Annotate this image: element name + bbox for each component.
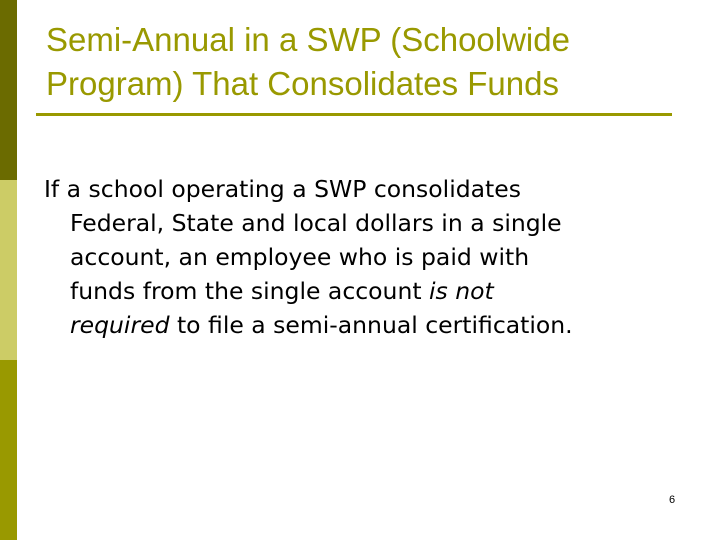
slide-body — [44, 172, 704, 342]
body-line-5-text: to file a semi-annual certification. — [169, 311, 573, 339]
body-line-1: If a school operating a SWP consolidates — [44, 175, 521, 203]
emphasis-required: required — [70, 311, 170, 339]
title-line-1: Semi-Annual in a SWP (Schoolwide — [46, 21, 570, 58]
sidebar-stripe-olive — [0, 360, 17, 540]
title-line-2: Program) That Consolidates Funds — [46, 65, 559, 102]
title-underline — [36, 113, 672, 116]
body-line-5 — [44, 308, 704, 342]
body-line-2: Federal, State and local dollars in a single — [70, 209, 562, 237]
body-line-4-text: funds from the single account — [70, 277, 430, 305]
body-line-3: account, an employee who is paid with — [70, 243, 530, 271]
sidebar-stripe-light — [0, 180, 17, 360]
body-line-4 — [44, 274, 704, 308]
emphasis-is-not: is not — [429, 277, 494, 305]
page-number: 6 — [668, 494, 676, 506]
slide-title — [46, 18, 696, 106]
sidebar-stripe-dark — [0, 0, 17, 180]
